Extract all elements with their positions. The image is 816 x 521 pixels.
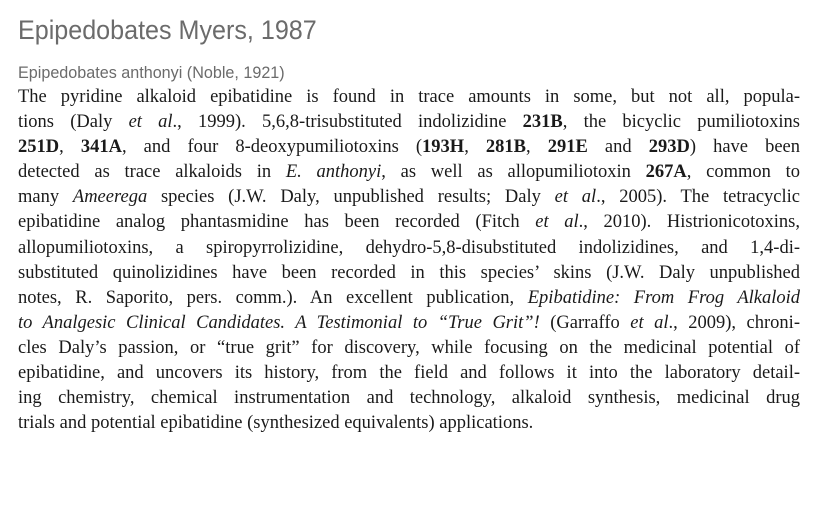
genus-heading: Epipedobates Myers, 1987 bbox=[18, 15, 317, 45]
paragraph-line bbox=[18, 185, 800, 210]
text-run: tions (Daly bbox=[18, 112, 129, 133]
paragraph-line bbox=[18, 411, 800, 436]
text-run: , as well as allopumiliotoxin bbox=[381, 162, 646, 183]
text-run: , bbox=[59, 137, 81, 158]
text-run: many bbox=[18, 187, 73, 208]
paragraph-line bbox=[18, 160, 800, 185]
text-run: species (J.W. Daly, unpublished results; Daly bbox=[147, 187, 555, 208]
text-run: detected as trace alkaloids in bbox=[18, 162, 286, 183]
species-heading: Epipedobates anthonyi (Noble, 1921) bbox=[18, 63, 285, 82]
paragraph-line bbox=[18, 261, 800, 286]
italic-text: et al bbox=[128, 112, 173, 133]
paragraph-line bbox=[18, 286, 800, 311]
text-run: allopumiliotoxins, a spiropyrrolizidine, dehydro-5,8-disubstituted indolizidines, and 1,4-di- bbox=[18, 237, 800, 258]
text-run: epibatidine analog phantasmidine has been recorded (Fitch bbox=[18, 212, 536, 233]
compound-code: 267A bbox=[645, 162, 687, 183]
text-run: , bbox=[526, 137, 548, 158]
text-run: ., 2005). The tetracyclic bbox=[596, 187, 801, 208]
paragraph-line bbox=[18, 236, 800, 261]
text-run: ., 2009), chroni- bbox=[668, 312, 800, 333]
compound-code: 251D bbox=[18, 137, 60, 158]
paragraph-line bbox=[18, 135, 800, 160]
text-run: trials and potential epibatidine (synthesized equivalents) applications. bbox=[18, 413, 534, 434]
compound-code: 291E bbox=[547, 137, 588, 158]
compound-code: 281B bbox=[485, 137, 526, 158]
paragraph-line bbox=[18, 311, 800, 336]
italic-text: E. anthonyi bbox=[285, 162, 382, 183]
text-run: , the bicyclic pumiliotoxins bbox=[562, 112, 800, 133]
italic-text: Ameerega bbox=[72, 187, 148, 208]
italic-text: et al bbox=[535, 212, 579, 233]
italic-text: et al bbox=[630, 312, 669, 333]
text-run: (Garraffo bbox=[539, 312, 631, 333]
text-run: The pyridine alkaloid epibatidine is found in trace amounts in some, but not all, popula- bbox=[18, 87, 800, 107]
paragraph-line bbox=[18, 210, 800, 235]
document-page bbox=[18, 12, 800, 436]
paragraph-line bbox=[18, 361, 800, 386]
italic-text: et al bbox=[554, 187, 597, 208]
text-run: cles Daly’s passion, or “true grit” for discovery, while focusing on the medicinal potential of bbox=[18, 337, 800, 358]
text-run: and bbox=[587, 137, 649, 158]
text-run: ) have been bbox=[689, 137, 801, 158]
text-run: ., 2010). Histrionicotoxins, bbox=[578, 212, 800, 233]
compound-code: 293D bbox=[648, 137, 690, 158]
italic-text: to Analgesic Clinical Candidates. A Testimonial to “True Grit”! bbox=[18, 312, 540, 333]
text-run: ., 1999). 5,6,8-trisubstituted indolizidine bbox=[172, 112, 523, 133]
text-run: epibatidine, and uncovers its history, from the field and follows it into the laboratory detail- bbox=[18, 363, 800, 384]
text-run: , common to bbox=[686, 162, 800, 183]
text-run: , bbox=[464, 137, 486, 158]
text-run: , and four 8-deoxypumiliotoxins ( bbox=[121, 137, 423, 158]
paragraph-line bbox=[18, 110, 800, 135]
italic-text: Epibatidine: From Frog Alkaloid bbox=[527, 287, 800, 308]
text-run: ing chemistry, chemical instrumentation and technology, alkaloid synthesis, medicinal drug bbox=[18, 388, 800, 409]
paragraph-line bbox=[18, 85, 800, 110]
compound-code: 193H bbox=[422, 137, 465, 158]
text-run: notes, R. Saporito, pers. comm.). An excellent publication, bbox=[18, 287, 528, 308]
paragraph-line bbox=[18, 336, 800, 361]
body-paragraph bbox=[18, 85, 800, 436]
compound-code: 231B bbox=[522, 112, 563, 133]
text-run: substituted quinolizidines have been recorded in this species’ skins (J.W. Daly unpublished bbox=[18, 262, 800, 283]
compound-code: 341A bbox=[80, 137, 122, 158]
paragraph-line bbox=[18, 386, 800, 411]
